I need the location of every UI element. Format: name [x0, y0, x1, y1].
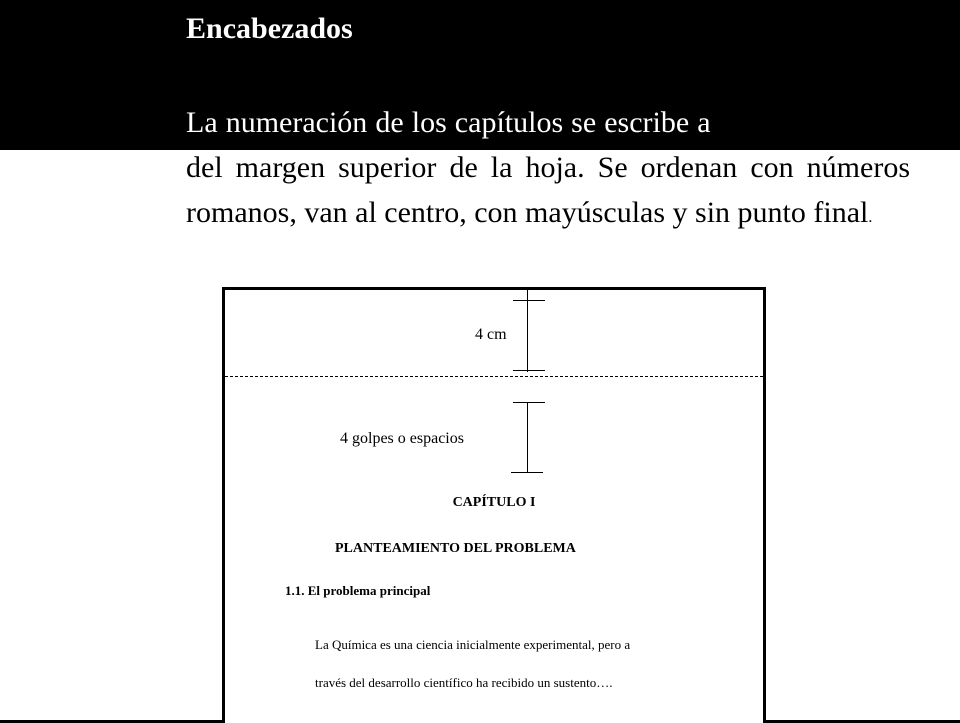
body-rest: del margen superior de la hoja. Se ordenan con números romanos, van al centro, con mayúsculas y sin punto final: [186, 151, 910, 229]
ruler-tick: [513, 402, 545, 403]
top-margin-ruler: [527, 290, 528, 372]
top-margin-label: 4 cm: [475, 326, 507, 343]
section-heading: 1.1. El problema principal: [285, 583, 431, 598]
chapter-number: CAPÍTULO I: [452, 495, 536, 510]
sample-line-2: través del desarrollo científico ha recibido un sustento….: [315, 675, 613, 690]
body-line-1: La numeración de los capítulos se escribe a: [186, 106, 711, 139]
ruler-tick: [513, 370, 545, 371]
body-paragraph: [186, 100, 910, 240]
slide-heading: Encabezados: [186, 12, 353, 45]
spacing-label: 4 golpes o espacios: [340, 430, 464, 447]
ruler-tick: [511, 472, 543, 473]
final-dot: .: [868, 209, 873, 226]
ruler-tick: [513, 300, 545, 301]
chapter-title: PLANTEAMIENTO DEL PROBLEMA: [335, 541, 576, 556]
margin-dashed-line: [225, 376, 763, 377]
page-diagram: [222, 287, 766, 723]
sample-paragraph: [315, 626, 735, 702]
sample-line-1: La Química es una ciencia inicialmente experimental, pero a: [315, 637, 631, 652]
emphasis-text: cuatro espacios: [718, 106, 911, 139]
spacing-ruler: [527, 402, 528, 472]
